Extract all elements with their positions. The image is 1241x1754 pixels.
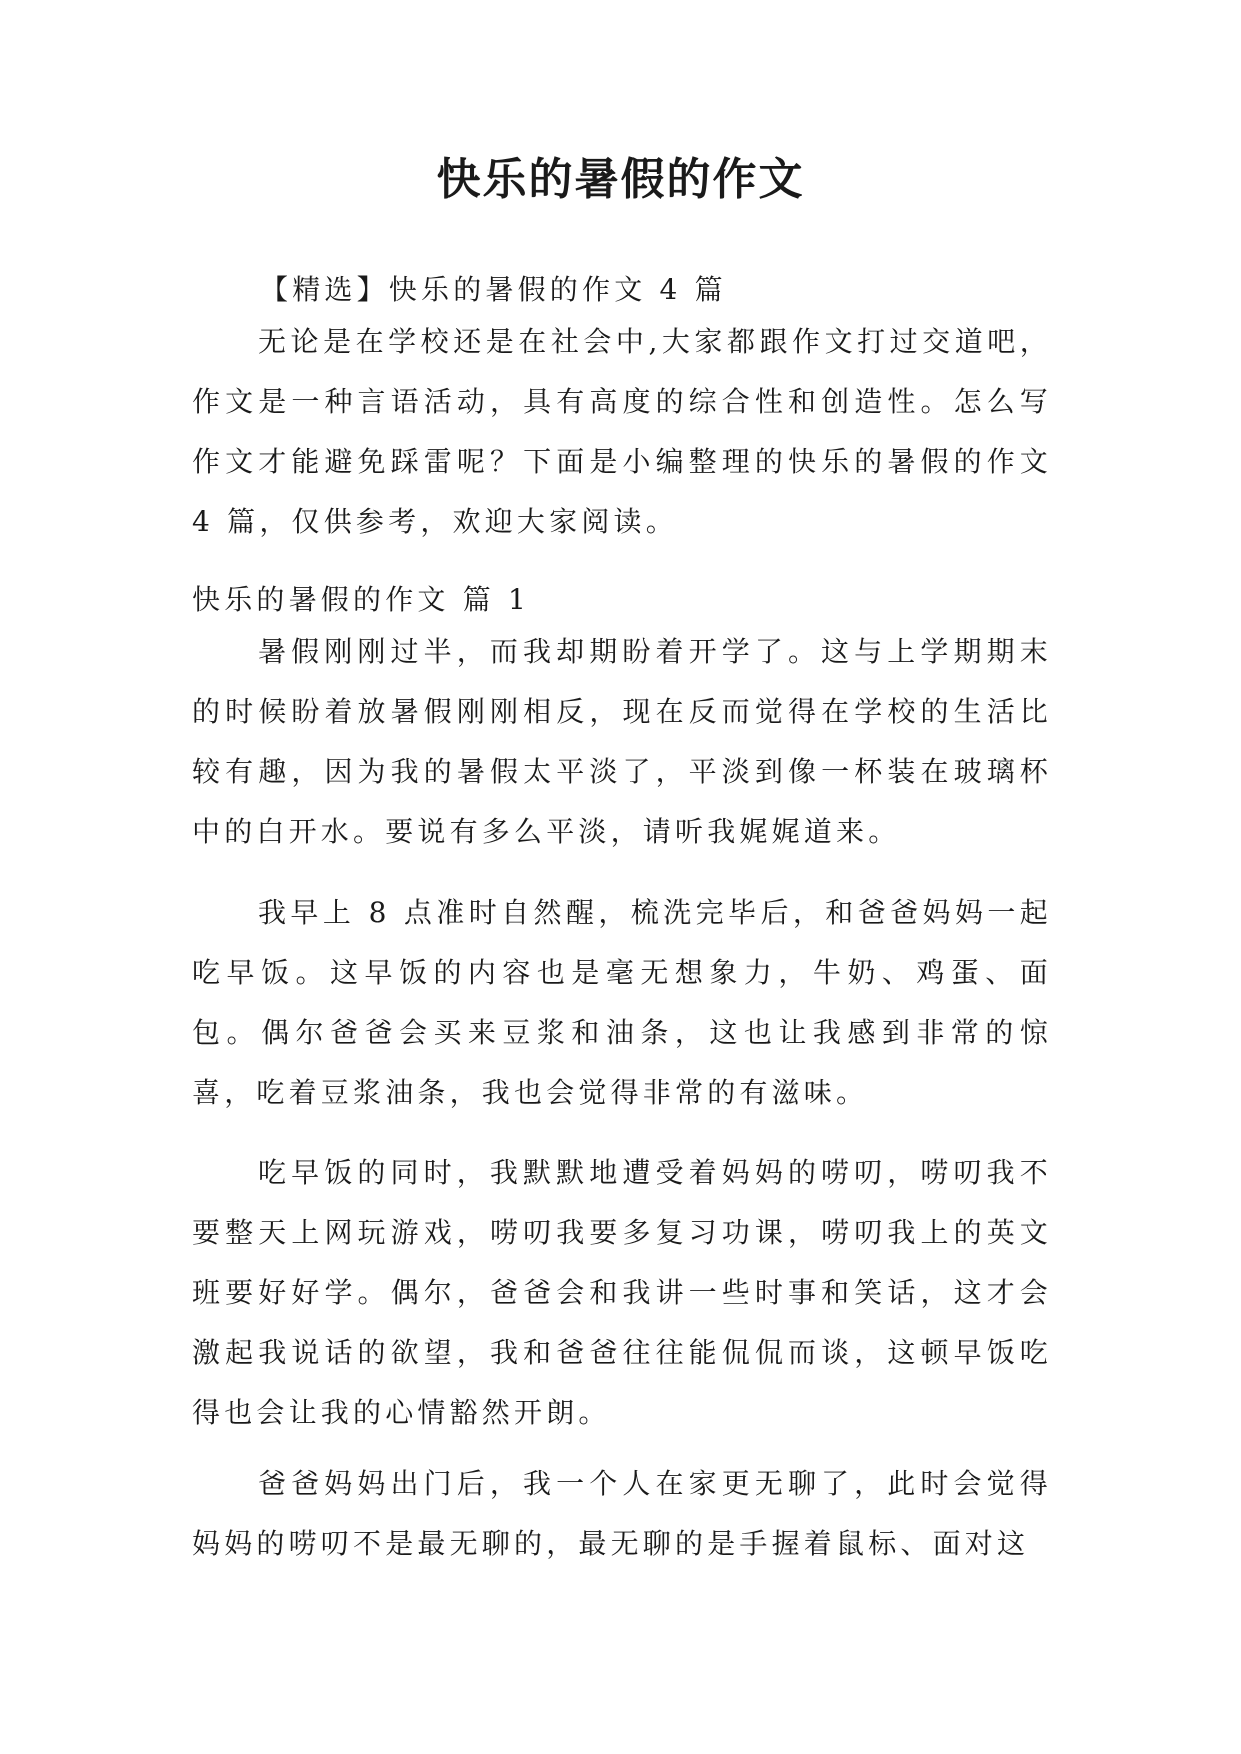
paragraph-1: 暑假刚刚过半，而我却期盼着开学了。这与上学期期末的时候盼着放暑假刚刚相反，现在反而觉得在学校的生活比较有趣，因为我的暑假太平淡了，平淡到像一杯装在玻璃杯中的白开水。要说有多么平淡，请听我娓娓道来。 [192, 635, 1052, 848]
document-subtitle: 【精选】快乐的暑假的作文 4 篇 [260, 273, 727, 306]
section-heading: 快乐的暑假的作文 篇 1 [192, 583, 531, 616]
page-title: 快乐的暑假的作文 [436, 154, 805, 205]
paragraph-4: 爸爸妈妈出门后，我一个人在家更无聊了，此时会觉得妈妈的唠叨不是最无聊的，最无聊的是手握着鼠标、面对这 [192, 1467, 1052, 1560]
paragraph-2: 我早上 8 点准时自然醒，梳洗完毕后，和爸爸妈妈一起吃早饭。这早饭的内容也是毫无想象力，牛奶、鸡蛋、面包。偶尔爸爸会买来豆浆和油条，这也让我感到非常的惊喜，吃着豆浆油条，我也会觉得非常的有滋味。 [192, 896, 1052, 1109]
paragraph-3: 吃早饭的同时，我默默地遭受着妈妈的唠叨，唠叨我不要整天上网玩游戏，唠叨我要多复习功课，唠叨我上的英文班要好好学。偶尔，爸爸会和我讲一些时事和笑话，这才会激起我说话的欲望，我和爸爸往往能侃侃而谈，这顿早饭吃得也会让我的心情豁然开朗。 [192, 1156, 1052, 1429]
intro-paragraph: 无论是在学校还是在社会中,大家都跟作文打过交道吧，作文是一种言语活动，具有高度的综合性和创造性。怎么写作文才能避免踩雷呢？下面是小编整理的快乐的暑假的作文 4 篇，仅供参考，欢迎大家阅读。 [192, 325, 1052, 538]
